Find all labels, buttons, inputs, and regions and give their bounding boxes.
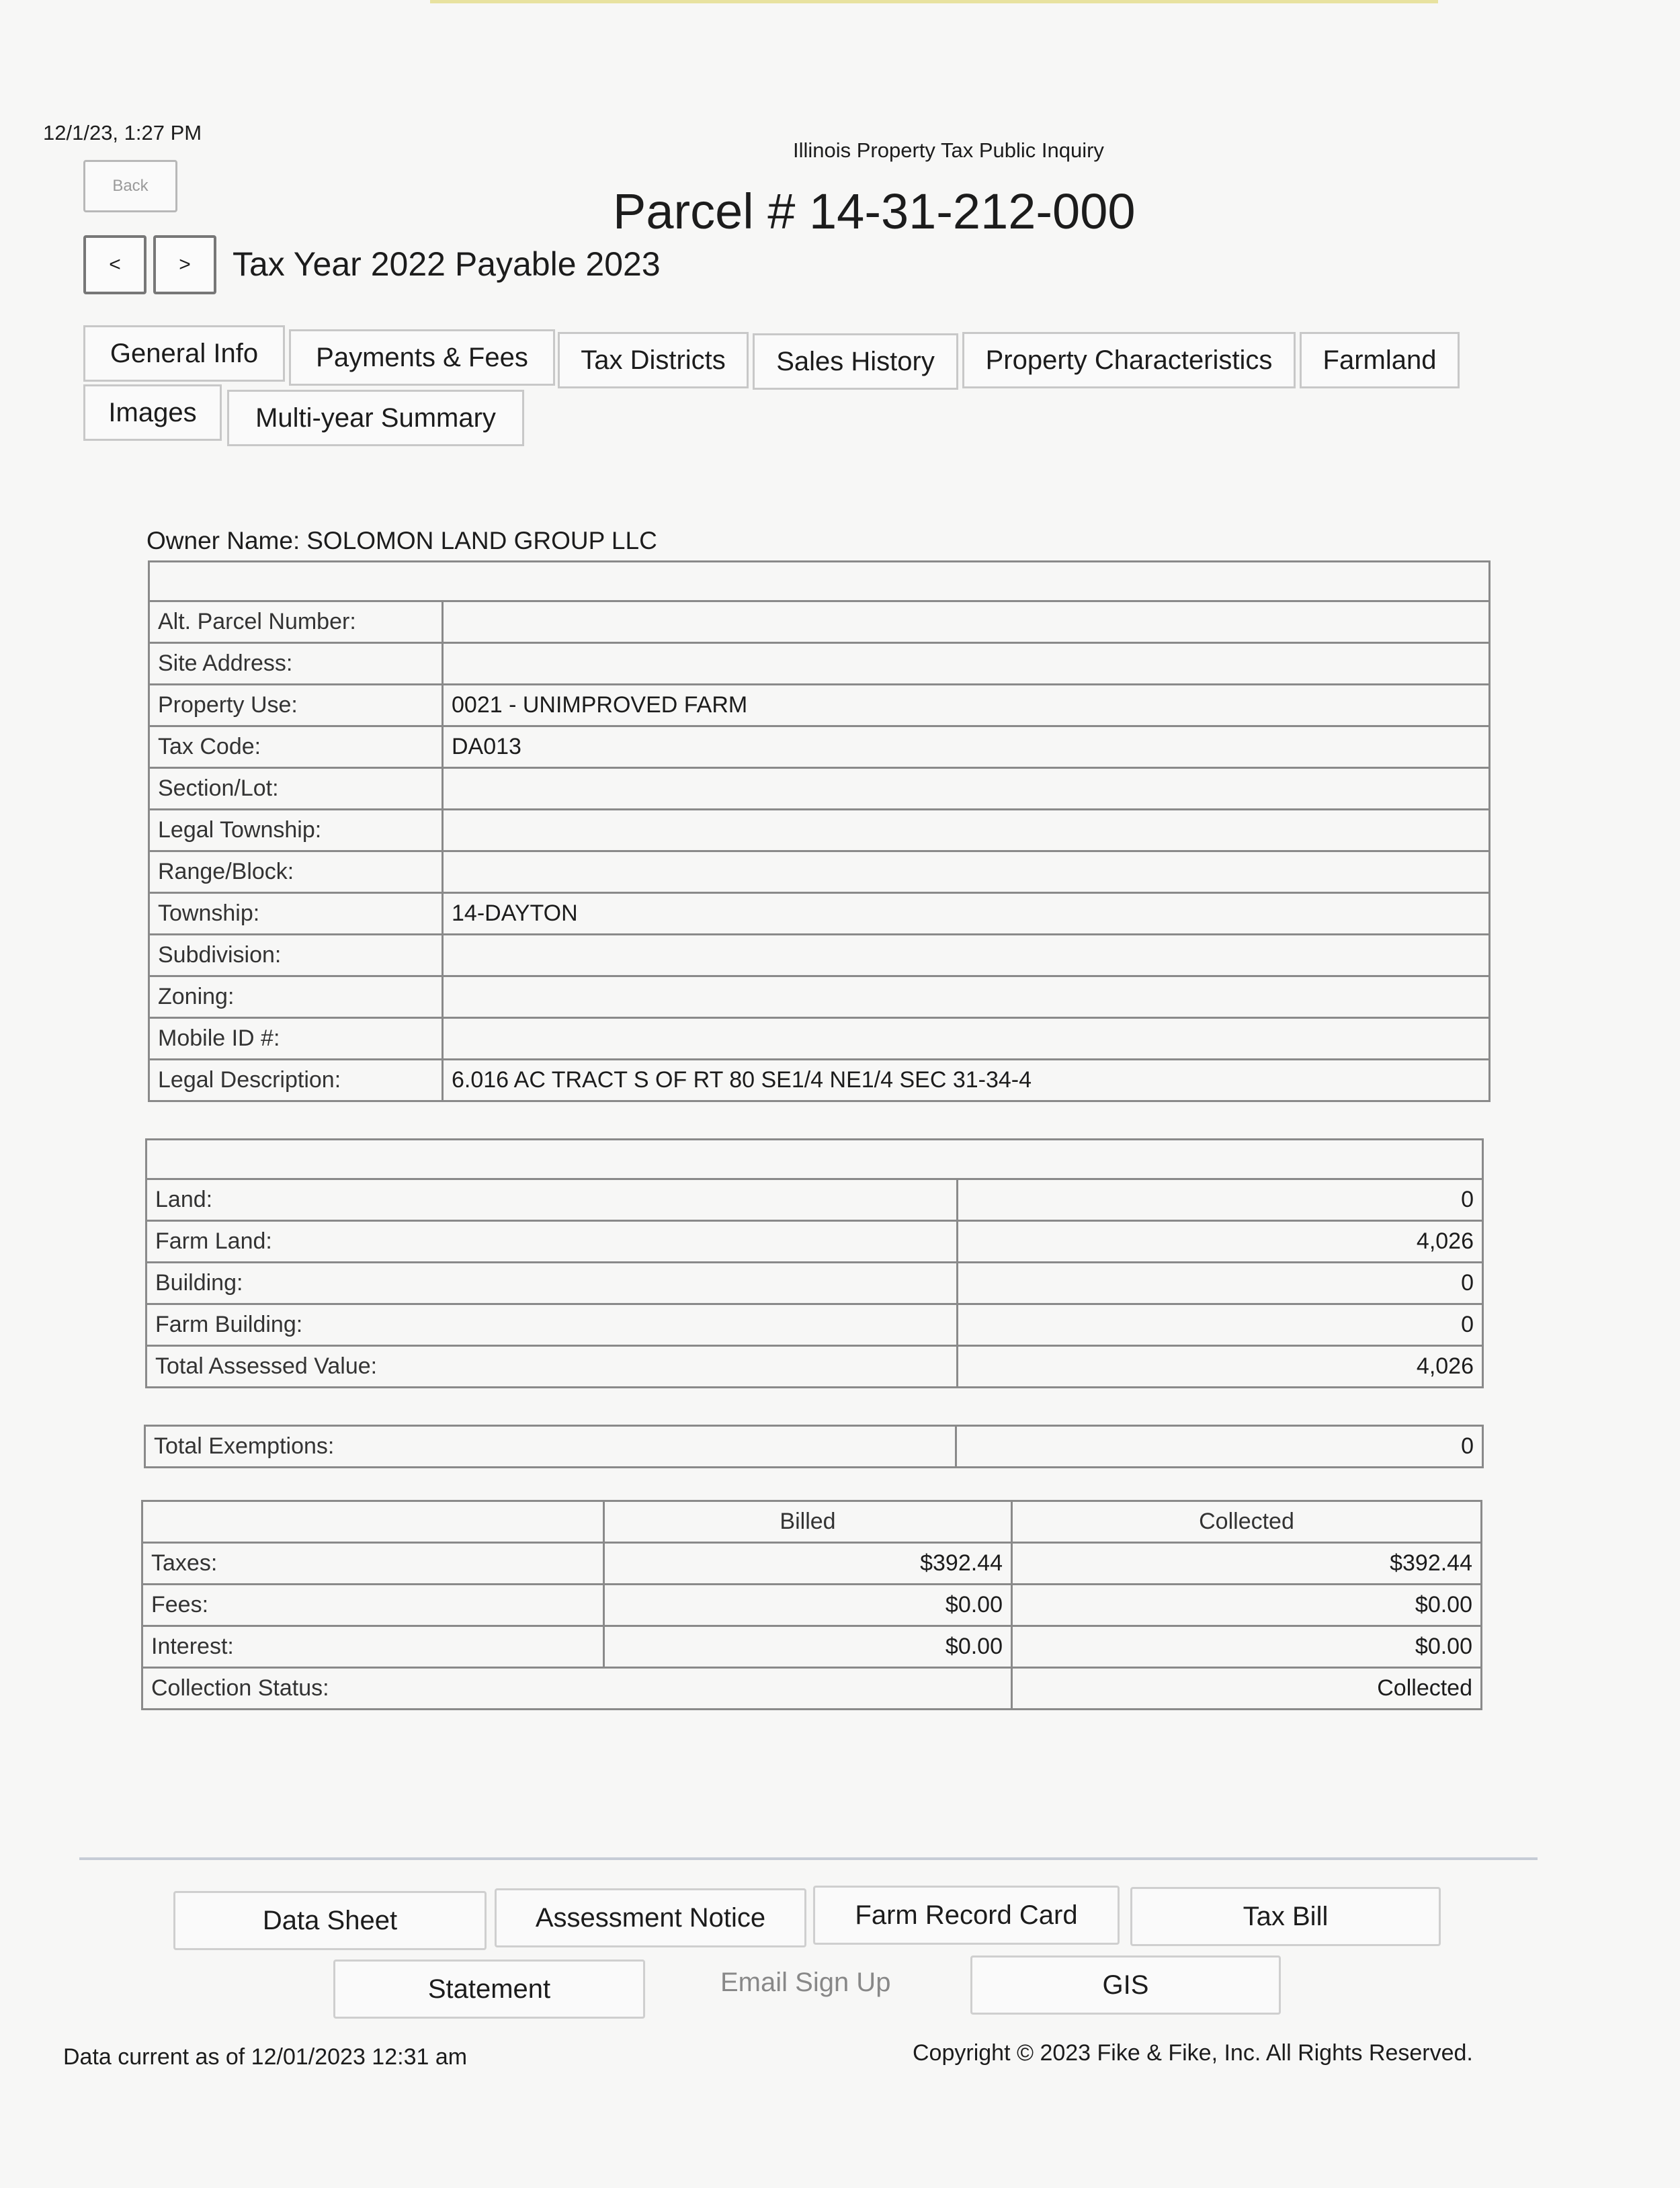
row-label: Total Assessed Value:	[146, 1346, 958, 1388]
collected-value: $0.00	[1012, 1626, 1482, 1668]
table-row	[149, 893, 1490, 935]
row-label: Section/Lot:	[149, 768, 443, 810]
farm-record-card-button[interactable]: Farm Record Card	[813, 1886, 1120, 1945]
exemptions-table	[144, 1425, 1484, 1468]
tax-bill-button[interactable]: Tax Bill	[1130, 1887, 1441, 1946]
row-label: Range/Block:	[149, 851, 443, 893]
table-row	[142, 1668, 1482, 1710]
previous-year-button[interactable]: <	[83, 235, 146, 294]
row-label: Site Address:	[149, 643, 443, 685]
parcel-title: Parcel # 14-31-212-000	[613, 183, 1136, 239]
back-button[interactable]: Back	[83, 160, 177, 212]
taxes-table	[141, 1500, 1482, 1710]
row-label: Land:	[146, 1179, 958, 1221]
statement-button[interactable]: Statement	[333, 1960, 645, 2019]
billed-value: $0.00	[604, 1626, 1012, 1668]
next-year-button[interactable]: >	[153, 235, 216, 294]
copyright: Copyright © 2023 Fike & Fike, Inc. All Rights Reserved.	[913, 2040, 1473, 2066]
row-value: 4,026	[958, 1346, 1483, 1388]
row-value: 0	[958, 1179, 1483, 1221]
row-value	[443, 810, 1490, 851]
tab-tax-districts[interactable]: Tax Districts	[558, 332, 749, 388]
general-info-table	[148, 560, 1490, 1102]
row-value	[443, 768, 1490, 810]
row-value: 14-DAYTON	[443, 893, 1490, 935]
row-label: Interest:	[142, 1626, 604, 1668]
assessment-header-row	[146, 1140, 1483, 1179]
table-row	[149, 1060, 1490, 1101]
tab-property-characteristics[interactable]: Property Characteristics	[962, 332, 1296, 388]
table-row	[149, 935, 1490, 976]
data-current-note: Data current as of 12/01/2023 12:31 am	[63, 2044, 468, 2070]
gis-button[interactable]: GIS	[970, 1955, 1281, 2015]
row-label: Taxes:	[142, 1543, 604, 1585]
table-row	[149, 851, 1490, 893]
table-row	[142, 1585, 1482, 1626]
assessment-notice-button[interactable]: Assessment Notice	[495, 1888, 806, 1947]
collection-status-label: Collection Status:	[142, 1668, 1012, 1710]
table-row	[149, 643, 1490, 685]
owner-name-label: Owner Name:	[146, 527, 300, 554]
billed-value: $0.00	[604, 1585, 1012, 1626]
owner-name	[146, 527, 657, 555]
row-label: Zoning:	[149, 976, 443, 1018]
row-label: Fees:	[142, 1585, 604, 1626]
table-row	[149, 601, 1490, 643]
row-value: 4,026	[958, 1221, 1483, 1263]
tab-sales-history[interactable]: Sales History	[753, 333, 958, 390]
row-value	[443, 1018, 1490, 1060]
tax-year-label: Tax Year 2022 Payable 2023	[233, 245, 661, 283]
tab-images[interactable]: Images	[83, 384, 222, 441]
owner-name-value: SOLOMON LAND GROUP LLC	[306, 527, 657, 554]
table-row	[146, 1179, 1483, 1221]
table-row	[146, 1263, 1483, 1304]
row-value	[443, 643, 1490, 685]
row-label: Total Exemptions:	[145, 1426, 956, 1468]
row-value: 0021 - UNIMPROVED FARM	[443, 685, 1490, 726]
tab-multi-year-summary[interactable]: Multi-year Summary	[227, 390, 524, 446]
app-title: Illinois Property Tax Public Inquiry	[793, 138, 1104, 162]
tab-payments-fees[interactable]: Payments & Fees	[289, 329, 555, 386]
row-label: Subdivision:	[149, 935, 443, 976]
divider	[79, 1857, 1538, 1860]
row-label: Farm Building:	[146, 1304, 958, 1346]
row-value: DA013	[443, 726, 1490, 768]
row-value: 0	[956, 1426, 1483, 1468]
table-row	[145, 1426, 1483, 1468]
table-row	[146, 1304, 1483, 1346]
print-timestamp: 12/1/23, 1:27 PM	[43, 121, 202, 144]
collected-header: Collected	[1012, 1501, 1482, 1543]
table-row	[142, 1626, 1482, 1668]
row-label: Tax Code:	[149, 726, 443, 768]
collected-value: $392.44	[1012, 1543, 1482, 1585]
tab-farmland[interactable]: Farmland	[1300, 332, 1460, 388]
assessment-table	[145, 1138, 1484, 1388]
table-row	[146, 1346, 1483, 1388]
row-label: Alt. Parcel Number:	[149, 601, 443, 643]
row-value: 0	[958, 1263, 1483, 1304]
row-label: Legal Township:	[149, 810, 443, 851]
taxes-header-row	[142, 1501, 1482, 1543]
row-value	[443, 851, 1490, 893]
row-value	[443, 935, 1490, 976]
row-label: Property Use:	[149, 685, 443, 726]
row-value: 6.016 AC TRACT S OF RT 80 SE1/4 NE1/4 SEC 31-34-4	[443, 1060, 1490, 1101]
row-label: Farm Land:	[146, 1221, 958, 1263]
row-label: Township:	[149, 893, 443, 935]
table-row	[149, 1018, 1490, 1060]
row-value	[443, 976, 1490, 1018]
row-value: 0	[958, 1304, 1483, 1346]
row-label: Legal Description:	[149, 1060, 443, 1101]
data-sheet-button[interactable]: Data Sheet	[173, 1891, 487, 1950]
billed-value: $392.44	[604, 1543, 1012, 1585]
row-label: Building:	[146, 1263, 958, 1304]
table-row	[142, 1543, 1482, 1585]
row-label: Mobile ID #:	[149, 1018, 443, 1060]
collection-status-value: Collected	[1012, 1668, 1482, 1710]
table-row	[146, 1221, 1483, 1263]
collected-value: $0.00	[1012, 1585, 1482, 1626]
tab-general-info[interactable]: General Info	[83, 325, 285, 382]
table-row	[149, 685, 1490, 726]
top-edge-line	[430, 0, 1438, 3]
table-row	[149, 976, 1490, 1018]
table-row	[149, 726, 1490, 768]
general-info-header-row	[149, 562, 1490, 601]
billed-header: Billed	[604, 1501, 1012, 1543]
row-value	[443, 601, 1490, 643]
table-row	[149, 768, 1490, 810]
table-row	[149, 810, 1490, 851]
email-sign-up-link[interactable]: Email Sign Up	[720, 1968, 891, 1997]
